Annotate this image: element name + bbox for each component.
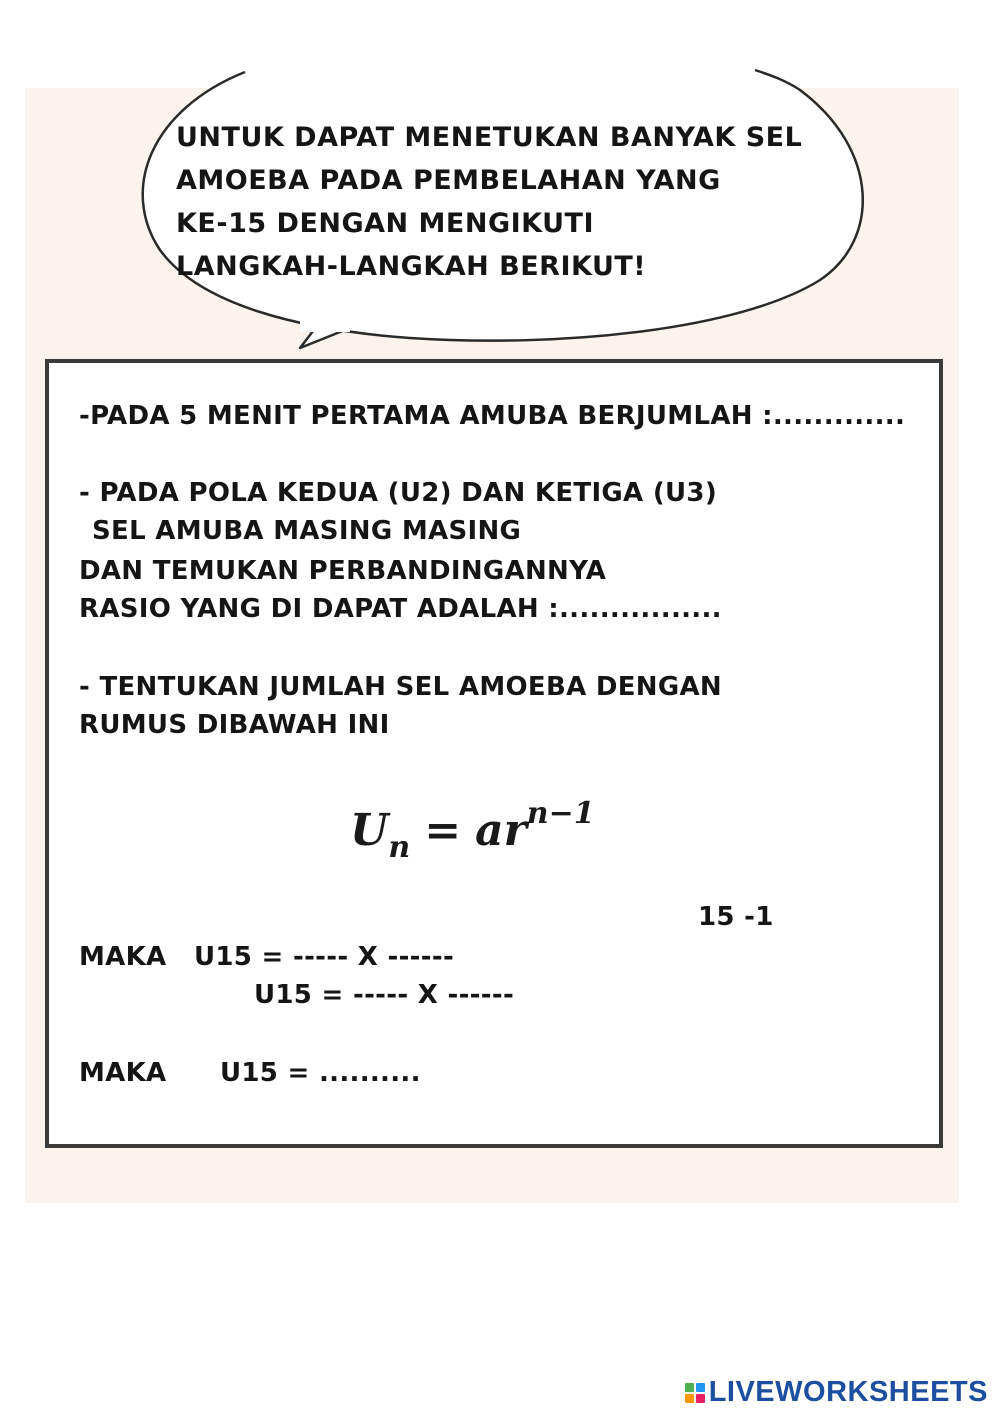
brand-name: LIVEWORKSHEETS: [708, 1376, 988, 1408]
step-2-line: - PADA POLA KEDUA (U2) DAN KETIGA (U3): [79, 478, 718, 508]
result-prefix: MAKA: [79, 1058, 167, 1088]
bubble-line: LANGKAH-LANGKAH BERIKUT!: [176, 251, 647, 282]
step-3-line: RUMUS DIBAWAH INI: [79, 710, 390, 740]
step-2-line: SEL AMUBA MASING MASING: [92, 516, 522, 546]
exponent-label: 15 -1: [698, 902, 774, 932]
calc-line-1-prefix: MAKA: [79, 942, 167, 972]
liveworksheets-icon: [685, 1383, 705, 1403]
liveworksheets-logo: [685, 1376, 988, 1409]
calc-line-2: U15 = ----- X ------: [254, 980, 515, 1010]
result-line: U15 = ..........: [220, 1058, 421, 1088]
bubble-text: [176, 116, 856, 288]
formula-rhs: ar: [475, 805, 527, 856]
formula-equals: =: [424, 805, 462, 856]
geometric-formula: [350, 796, 595, 865]
formula-rhs-exponent: n−1: [526, 796, 595, 831]
formula-lhs-subscript: n: [388, 830, 411, 865]
bubble-line: UNTUK DAPAT MENETUKAN BANYAK SEL: [176, 122, 803, 153]
step-2-line: RASIO YANG DI DAPAT ADALAH :................: [79, 594, 722, 624]
step-3-line: - TENTUKAN JUMLAH SEL AMOEBA DENGAN: [79, 672, 722, 702]
calc-line-1: U15 = ----- X ------: [194, 942, 455, 972]
bubble-line: KE-15 DENGAN MENGIKUTI: [176, 208, 595, 239]
formula-lhs: U: [350, 805, 389, 856]
bubble-line: AMOEBA PADA PEMBELAHAN YANG: [176, 165, 721, 196]
step-1-text: -PADA 5 MENIT PERTAMA AMUBA BERJUMLAH :.............: [79, 401, 906, 431]
step-2-line: DAN TEMUKAN PERBANDINGANNYA: [79, 556, 607, 586]
